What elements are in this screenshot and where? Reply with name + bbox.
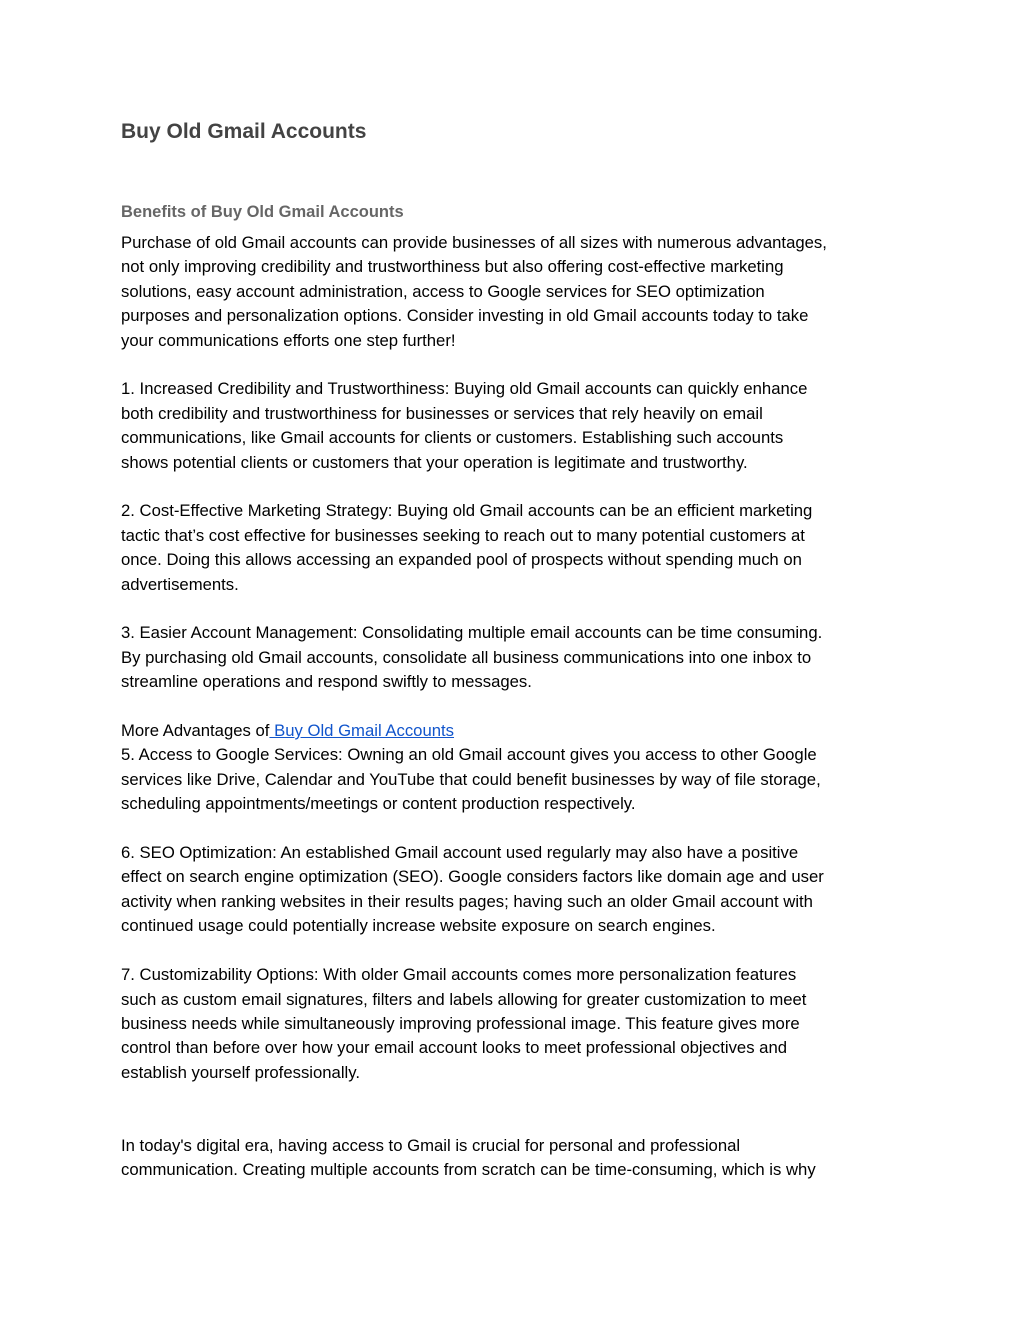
intro-paragraph xyxy=(121,231,911,353)
text-line: both credibility and trustworthiness for businesses or services that rely heavily on email xyxy=(121,403,763,423)
text-line: 2. Cost-Effective Marketing Strategy: Buying old Gmail accounts can be an efficient marketing xyxy=(121,501,813,521)
page-title: Buy Old Gmail Accounts xyxy=(121,120,367,143)
text-line: communications, like Gmail accounts for clients or customers. Establishing such accounts xyxy=(121,428,784,448)
text-line: solutions, easy account administration, access to Google services for SEO optimization xyxy=(121,281,765,301)
text-line: By purchasing old Gmail accounts, consolidate all business communications into one inbox to xyxy=(121,647,812,667)
text-line: 5. Access to Google Services: Owning an old Gmail account gives you access to other Google xyxy=(121,745,817,765)
text-line: once. Doing this allows accessing an expanded pool of prospects without spending much on xyxy=(121,550,802,570)
text-line: your communications efforts one step further! xyxy=(121,330,456,350)
text-line: services like Drive, Calendar and YouTube that could benefit businesses by way of file storage, xyxy=(121,769,821,789)
text-line: business needs while simultaneously improving professional image. This feature gives more xyxy=(121,1013,800,1033)
point-7-paragraph xyxy=(121,963,911,1085)
section-heading: Benefits of Buy Old Gmail Accounts xyxy=(121,203,404,221)
text-line: scheduling appointments/meetings or content production respectively. xyxy=(121,794,636,814)
text-line: 7. Customizability Options: With older Gmail accounts comes more personalization features xyxy=(121,965,797,985)
more-advantages-prefix: More Advantages of xyxy=(121,721,270,741)
text-line: In today's digital era, having access to Gmail is crucial for personal and professional xyxy=(121,1135,741,1155)
point-6-paragraph xyxy=(121,841,911,939)
text-line: communication. Creating multiple accounts from scratch can be time-consuming, which is why xyxy=(121,1160,816,1180)
closing-paragraph xyxy=(121,1134,911,1183)
text-line: control than before over how your email account looks to meet professional objectives and xyxy=(121,1038,788,1058)
more-advantages-paragraph xyxy=(121,719,911,817)
buy-old-gmail-accounts-link[interactable]: Buy Old Gmail Accounts xyxy=(269,721,455,741)
text-line: advertisements. xyxy=(121,574,239,594)
text-line: activity when ranking websites in their results pages; having such an older Gmail account with xyxy=(121,891,813,911)
text-line: shows potential clients or customers that your operation is legitimate and trustworthy. xyxy=(121,452,748,472)
text-line: Purchase of old Gmail accounts can provide businesses of all sizes with numerous advantages, xyxy=(121,233,827,252)
text-line: such as custom email signatures, filters and labels allowing for greater customization to meet xyxy=(121,989,807,1009)
text-line: not only improving credibility and trustworthiness but also offering cost-effective marketing xyxy=(121,257,784,277)
text-line: continued usage could potentially increase website exposure on search engines. xyxy=(121,916,716,936)
text-line: 3. Easier Account Management: Consolidating multiple email accounts can be time consuming. xyxy=(121,623,823,643)
text-line: effect on search engine optimization (SEO). Google considers factors like domain age and user xyxy=(121,867,824,887)
point-1-paragraph xyxy=(121,377,911,475)
text-line: purposes and personalization options. Consider investing in old Gmail accounts today to take xyxy=(121,306,809,326)
more-advantages-line xyxy=(121,719,911,743)
text-line: establish yourself professionally. xyxy=(121,1062,360,1082)
point-3-paragraph xyxy=(121,621,911,694)
document-body xyxy=(121,231,911,1183)
text-line: tactic that’s cost effective for businesses seeking to reach out to many potential customers at xyxy=(121,525,805,545)
point-2-paragraph xyxy=(121,499,911,597)
text-line: 6. SEO Optimization: An established Gmail account used regularly may also have a positive xyxy=(121,843,799,863)
text-line: streamline operations and respond swiftly to messages. xyxy=(121,672,532,692)
text-line: 1. Increased Credibility and Trustworthiness: Buying old Gmail accounts can quickly enhance xyxy=(121,379,808,399)
